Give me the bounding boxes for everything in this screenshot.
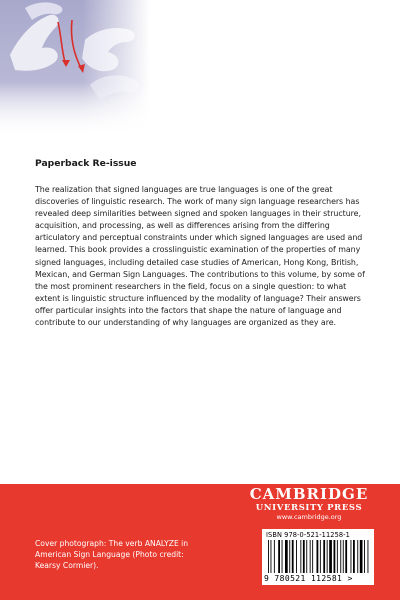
barcode-bar (353, 540, 355, 573)
cover-photo (0, 0, 150, 137)
barcode-bar (274, 540, 275, 573)
barcode-bar (345, 540, 347, 573)
barcode-bar (368, 540, 369, 573)
barcode-bar (320, 540, 321, 573)
barcode-bar (329, 540, 332, 573)
ean-barcode (266, 540, 370, 574)
barcode-bar (285, 540, 288, 573)
barcode-bar (271, 540, 272, 573)
barcode-bar (292, 540, 294, 573)
barcode-bar (282, 540, 283, 573)
barcode-bar (343, 540, 344, 573)
barcode-panel (262, 529, 374, 585)
signing-hands-image (0, 0, 150, 137)
barcode-bar (340, 540, 341, 573)
photo-credit: Cover photograph: The verb ANALYZE in American Sign Language (Photo credit: Kearsy Cormier). (35, 539, 189, 570)
barcode-bar (334, 540, 336, 573)
barcode-bar (317, 540, 319, 573)
barcode-bar (323, 540, 325, 573)
barcode-digits: 9 780521 112581 > (264, 574, 353, 583)
barcode-bar (327, 540, 328, 573)
barcode-bar (300, 540, 301, 573)
barcode-bar (268, 540, 269, 573)
barcode-bar (310, 540, 311, 573)
barcode-bar (312, 540, 313, 573)
publisher-url: www.cambridge.org (276, 513, 342, 521)
publisher-name: CAMBRIDGE (249, 485, 369, 503)
barcode-bar (337, 540, 338, 573)
book-blurb: The realization that signed languages are true languages is one of the great discoveries of linguistic research. The work of many sign language researchers has revealed deep similarities between signed and spoken languages in their structure, acquisition, and processing, as well as differences arising from the differing articulatory and perceptual constraints under which signed languages are used and learned. This book provides a crosslinguistic examination of the properties of many signed languages, including detailed case studies of American, Hong Kong, British, Mexican, and German Sign Languages. The contributions to this volume, by some of the most prominent researchers in the field, focus on a single question: to what extent is linguistic structure influenced by the modality of language? Their answers offer particular insights into the factors that shape the nature of language and contribute to our understanding of why languages are organized as they are. (35, 185, 365, 328)
publisher-subtitle: UNIVERSITY PRESS (255, 503, 363, 513)
barcode-bar (360, 540, 363, 573)
publisher-logo (239, 486, 379, 522)
isbn-label: ISBN 978-0-521-11258-1 (266, 531, 350, 539)
reissue-heading: Paperback Re-issue (35, 158, 137, 169)
barcode-bar (357, 540, 358, 573)
barcode-bar (296, 540, 297, 573)
barcode-bar (351, 540, 352, 573)
barcode-bar (278, 540, 280, 573)
barcode-bar (289, 540, 290, 573)
barcode-bar (306, 540, 307, 573)
barcode-bar (303, 540, 305, 573)
barcode-bar (364, 540, 365, 573)
